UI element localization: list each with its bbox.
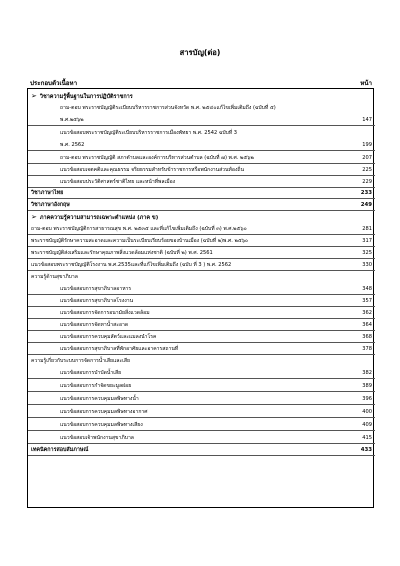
toc-entry-label: แนวข้อสอบการควบคุมสัตว์และแมลงนำโรค [60, 334, 157, 340]
toc-entry-text [60, 152, 254, 164]
toc-row [28, 114, 375, 126]
toc-row [28, 355, 375, 367]
toc-page-number: 147 [362, 117, 372, 123]
toc-entry-label: วิชาภาษาอังกฤษ [31, 202, 70, 208]
toc-page-number: 433 [360, 447, 372, 453]
toc-row [28, 283, 375, 295]
toc-entry-label: แนวข้อสอบการสุขาภิบาลโรงงาน [60, 298, 134, 304]
toc-entry-text [60, 114, 84, 126]
toc-page-number: 233 [360, 190, 372, 196]
toc-row [28, 102, 375, 114]
toc-row [28, 367, 375, 379]
toc-table [27, 88, 374, 508]
toc-row [28, 152, 375, 164]
toc-page-number: 389 [362, 383, 372, 389]
toc-entry-label: ถาม-ตอบ พระราชบัญญัติการสาธารณสุข พ.ศ. ๒๕๓๕ และที่แก้ไขเพิ่มเติมถึง (ฉบับที่ ๓) พ.ศ.๒๕๖๐ [31, 226, 247, 232]
toc-page-number: 415 [362, 435, 372, 441]
arrow-bullet-icon: ➢ [31, 92, 37, 100]
toc-entry-text [60, 380, 131, 392]
toc-page-number: 325 [362, 250, 372, 256]
toc-page-number: 396 [362, 396, 372, 402]
toc-entry-text [60, 102, 276, 114]
toc-entry-label: แนวข้อสอบการบำบัดน้ำเสีย [60, 370, 122, 376]
toc-page-number: 199 [362, 142, 372, 148]
toc-row [28, 307, 375, 319]
toc-entry-label: พ.ศ. 2562 [60, 142, 85, 148]
toc-entry-label: แนวข้อสอบประวัติศาสตร์ชาติไทย และหน้าที่พลเมือง [60, 179, 176, 185]
toc-entry-label: ถาม-ตอบ พระราชบัญญัติระเบียบบริหารราชการส่วนจังหวัด พ.ศ. ๒๕๔๐แก้ไขเพิ่มเติมถึง (ฉบับที่ ๕) [60, 105, 276, 111]
toc-row [28, 139, 375, 151]
toc-page-number: 207 [362, 155, 372, 161]
toc-row [28, 259, 375, 271]
toc-entry-text [60, 343, 178, 355]
toc-row [28, 406, 375, 418]
toc-page-number: 378 [362, 346, 372, 352]
toc-entry-text [60, 393, 139, 405]
toc-row [28, 295, 375, 307]
toc-entry-text [31, 199, 70, 211]
toc-entry-text [60, 295, 133, 307]
toc-page-number: 348 [362, 286, 372, 292]
toc-row [28, 211, 375, 223]
toc-page-number: 357 [362, 298, 372, 304]
toc-row [28, 343, 375, 355]
toc-entry-label: แนวข้อสอบพระราชบัญญัติโรงงาน พ.ศ.2535และที่แก้ไขเพิ่มเติมถึง (ฉบับ ที่ 3 ) พ.ศ. 2562 [31, 262, 232, 268]
toc-page-number: 249 [360, 202, 372, 208]
toc-entry-label: ความรู้เกี่ยวกับระบบการจัดการน้ำเสียและเสีย [31, 358, 130, 364]
toc-entry-text [31, 271, 78, 283]
toc-entry-text [60, 367, 121, 379]
toc-page-number: 229 [362, 179, 372, 185]
toc-entry-label: ภาคความรู้ความสามารถเฉพาะตำแหน่ง (ภาค ข) [39, 215, 159, 221]
toc-entry-text [60, 139, 84, 151]
toc-page-number: 409 [362, 422, 372, 428]
toc-entry-label: แนวข้อสอบการจัดหาน้ำสะอาด [60, 322, 129, 328]
toc-entry-text [60, 406, 148, 418]
toc-row [28, 271, 375, 283]
toc-header-contents: ประกอบตัวเนื้อหา [30, 80, 78, 87]
toc-entry-text [60, 432, 134, 444]
toc-row [28, 235, 375, 247]
toc-row [28, 380, 375, 392]
toc-entry-label: แนวข้อสอบการจัดการอนามัยสิ่งแวดล้อม [60, 310, 150, 316]
toc-page-number: 400 [362, 409, 372, 415]
toc-entry-label: วิชาความรู้พื้นฐานในการปฏิบัติราชการ [39, 94, 133, 100]
toc-entry-text [60, 419, 143, 431]
toc-page-number: 364 [362, 322, 372, 328]
toc-entry-label: แนวข้อสอบการสุขาภิบาลที่พักอาศัยและอาคารสถานที่ [60, 346, 179, 352]
toc-entry-label: พระราชบัญญัติรักษาความสะอาดและความเป็นระเบียบเรียบร้อยของบ้านเมือง (ฉบับที่ ๒)พ.ศ. ๒๕๖๐ [31, 238, 249, 244]
toc-entry-label: ถาม-ตอบ พระราชบัญญัติ สภาตำบลและองค์การบริหารส่วนตำบล (ฉบับที่ ๗) พ.ศ. ๒๕๖๒ [60, 155, 254, 161]
toc-page-number: 382 [362, 370, 372, 376]
toc-entry-label: แนวข้อสอบพระราชบัญญัติระเบียบบริหารราชการเมืองพัทยา พ.ศ. 2542 ฉบับที่ 3 [60, 130, 238, 136]
toc-entry-label: แนวข้อสอบการควบคุมมลพิษทางเสียง [60, 422, 143, 428]
toc-entry-label: เทคนิคการสอบสัมภาษณ์ [31, 447, 89, 453]
toc-entry-label: แนวข้อสอบการสุขาภิบาลอาหาร [60, 286, 132, 292]
toc-entry-text [60, 307, 150, 319]
toc-entry-text [31, 235, 248, 247]
toc-page-number: 362 [362, 310, 372, 316]
toc-row [28, 444, 375, 456]
toc-page-number: 225 [362, 167, 372, 173]
toc-row [28, 90, 375, 102]
toc-entry-label: พ.ศ.๒๕๖๒ [60, 117, 84, 123]
toc-row [28, 247, 375, 259]
toc-entry-text [60, 283, 131, 295]
toc-row [28, 199, 375, 211]
toc-entry-text [31, 355, 130, 367]
toc-entry-label: แนวข้อสอบเจตคติและคุณธรรม จริยธรรมสำหรับข้าราชการหรือพนักงานส่วนท้องถิ่น [60, 167, 244, 173]
toc-entry-label: พระราชบัญญัติส่งเสริมและรักษาคุณภาพสิ่งแวดล้อมแห่งชาติ (ฉบับที่ ๒) พ.ศ. 2561 [31, 250, 213, 256]
toc-row [28, 419, 375, 431]
toc-entry-label: แนวข้อสอบเจ้าพนักงานสุขาภิบาล [60, 435, 134, 441]
toc-entry-label: ความรู้ด้านสุขาภิบาล [31, 274, 78, 280]
toc-entry-label: แนวข้อสอบการกำจัดขยะมูลฝอย [60, 383, 132, 389]
toc-row [28, 432, 375, 444]
toc-entry-text [60, 319, 128, 331]
toc-entry-text [31, 187, 63, 199]
toc-entry-text [31, 223, 247, 235]
toc-header-page: หน้า [360, 80, 372, 87]
toc-page-number: 317 [362, 238, 372, 244]
toc-entry-text [60, 164, 244, 176]
toc-row [28, 187, 375, 199]
toc-page-number: 330 [362, 262, 372, 268]
toc-entry-text [31, 259, 231, 271]
toc-page-number: 281 [362, 226, 372, 232]
toc-entry-text [31, 444, 88, 456]
toc-entry-text [31, 247, 213, 259]
toc-row [28, 331, 375, 343]
page-title: สารบัญ(ต่อ) [179, 48, 221, 57]
toc-row [28, 127, 375, 139]
toc-row [28, 393, 375, 405]
toc-entry-label: แนวข้อสอบการควบคุมมลพิษทางน้ำ [60, 396, 139, 402]
toc-entry-label: แนวข้อสอบการควบคุมมลพิษทางอากาศ [60, 409, 148, 415]
toc-page-number: 368 [362, 334, 372, 340]
toc-row [28, 223, 375, 235]
toc-row [28, 319, 375, 331]
toc-entry-label: วิชาภาษาไทย [31, 190, 64, 196]
arrow-bullet-icon: ➢ [31, 213, 37, 221]
toc-row [28, 164, 375, 176]
toc-entry-text [60, 331, 156, 343]
toc-entry-text [60, 127, 237, 139]
